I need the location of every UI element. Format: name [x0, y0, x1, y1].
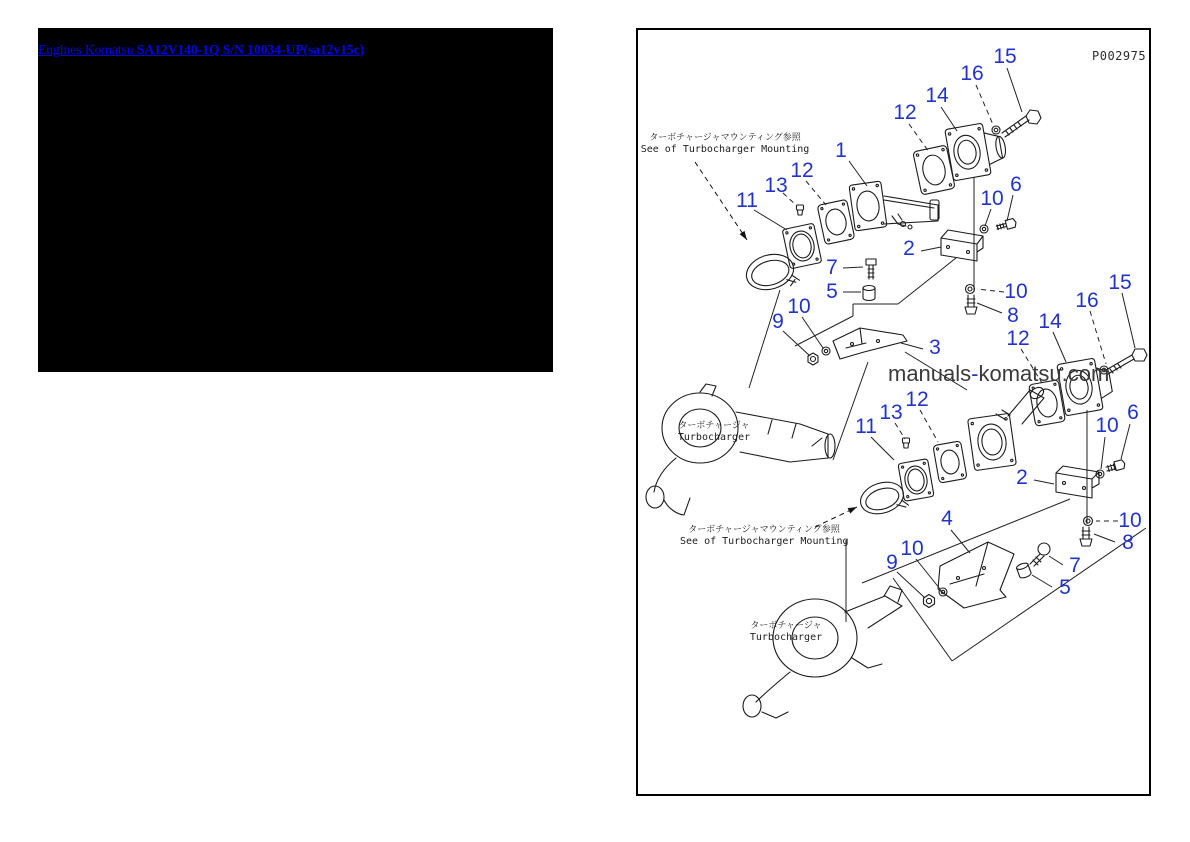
- callout-13[interactable]: 13: [879, 401, 903, 424]
- leader-line: [985, 209, 991, 226]
- leader-line: [951, 530, 970, 553]
- callout-12[interactable]: 12: [905, 388, 929, 411]
- leader-line: [833, 362, 868, 460]
- callout-9[interactable]: 9: [886, 551, 898, 574]
- leader-line: [1007, 68, 1022, 112]
- leader-line: [977, 303, 1002, 313]
- callout-10[interactable]: 10: [1004, 280, 1028, 303]
- callout-8[interactable]: 8: [1122, 531, 1134, 554]
- part-washer-10-a: [980, 225, 988, 233]
- note-turbocharger-upper: [674, 420, 754, 444]
- part-washer-10-b: [966, 285, 975, 294]
- part-plug-13-lower: [903, 438, 910, 448]
- leader-line: [783, 331, 810, 356]
- part-flange-11-upper: [782, 223, 822, 269]
- leader-line: [749, 290, 780, 388]
- note-jp: ターボチャージャ: [678, 421, 750, 431]
- leader-line: [802, 317, 823, 348]
- leader-line: [1090, 311, 1106, 364]
- note-en: Turbocharger: [677, 432, 751, 443]
- leader-line: [871, 437, 894, 460]
- part-bolt-8-upper: [965, 295, 977, 314]
- part-bolt-15-upper: [1002, 110, 1041, 137]
- leader-line: [901, 343, 923, 349]
- callout-2[interactable]: 2: [1016, 466, 1028, 489]
- leader-line: [952, 528, 1146, 661]
- part-turbocharger-lower: [743, 586, 902, 718]
- leader-line: [843, 267, 863, 268]
- part-gasket-12-left: [817, 199, 855, 244]
- part-gasket-12-lower-left: [933, 441, 967, 483]
- callout-14[interactable]: 14: [925, 84, 949, 107]
- leader-line: [921, 247, 941, 251]
- callout-3[interactable]: 3: [929, 336, 941, 359]
- leader-line: [977, 289, 1004, 292]
- figure-code: P002975: [1092, 49, 1147, 63]
- leader-line: [1032, 575, 1052, 587]
- catalog-link-model: SA12V140-1Q S/N 10034-UP(sa12v15c): [137, 42, 365, 57]
- callout-5[interactable]: 5: [1059, 576, 1071, 599]
- note-en: See of Turbocharger Mounting: [640, 144, 810, 155]
- leader-line: [909, 124, 929, 152]
- leader-line: [795, 316, 853, 346]
- part-bracket-4: [938, 542, 1014, 608]
- callout-11[interactable]: 11: [855, 415, 877, 438]
- leader-line: [1007, 195, 1013, 221]
- leader-line: [941, 107, 957, 131]
- callout-15[interactable]: 15: [993, 45, 1017, 68]
- callout-8[interactable]: 8: [1007, 304, 1019, 327]
- watermark: [888, 361, 1109, 387]
- callout-4[interactable]: 4: [941, 507, 953, 530]
- part-bolt-7-lower: [1030, 543, 1050, 566]
- part-elbow-lower: [968, 385, 1046, 470]
- leader-line: [849, 161, 867, 186]
- callout-10[interactable]: 10: [980, 187, 1004, 210]
- leader-line: [916, 559, 940, 589]
- leader-line: [1101, 437, 1105, 469]
- callout-1[interactable]: 1: [835, 139, 847, 162]
- note-turbocharger-mounting-bottom: [680, 524, 848, 548]
- callout-15[interactable]: 15: [1108, 271, 1132, 294]
- leader-line: [976, 85, 994, 127]
- part-bolt-7-upper: [866, 259, 876, 279]
- note-arrows: [695, 162, 857, 527]
- part-nut-9-upper: [808, 353, 818, 365]
- watermark-part1: manuals: [888, 361, 972, 386]
- part-bolt-6-upper: [995, 218, 1017, 232]
- part-bolt-6-lower: [1105, 459, 1126, 473]
- callout-16[interactable]: 16: [1075, 289, 1099, 312]
- note-turbocharger-lower: [745, 620, 827, 644]
- leader-line: [1053, 332, 1066, 362]
- leader-line: [1049, 556, 1063, 565]
- leader-line: [754, 210, 787, 230]
- callout-14[interactable]: 14: [1038, 310, 1062, 333]
- callout-5[interactable]: 5: [826, 280, 838, 303]
- callout-10[interactable]: 10: [787, 295, 811, 318]
- part-bolt-15-lower: [1106, 349, 1147, 374]
- leader-line: [898, 258, 956, 304]
- part-sleeve-5-lower: [1016, 562, 1032, 579]
- callout-12[interactable]: 12: [1006, 327, 1030, 350]
- part-bolt-8-lower: [1080, 527, 1092, 546]
- catalog-title-link[interactable]: [38, 42, 364, 58]
- part-turbocharger-upper: [646, 384, 835, 515]
- part-elbow-1: [849, 181, 939, 231]
- part-bracket-3: [833, 328, 907, 359]
- part-sleeve-5-upper: [863, 286, 875, 301]
- callout-10[interactable]: 10: [1118, 509, 1142, 532]
- callout-16[interactable]: 16: [960, 62, 984, 85]
- note-en: See of Turbocharger Mounting: [680, 536, 849, 547]
- part-washer-10-e: [1084, 517, 1093, 526]
- callout-13[interactable]: 13: [764, 174, 788, 197]
- callout-2[interactable]: 2: [903, 237, 915, 260]
- callout-11[interactable]: 11: [736, 189, 758, 212]
- callout-7[interactable]: 7: [1069, 554, 1081, 577]
- note-jp: ターボチャージャマウンティング参照: [649, 133, 801, 143]
- watermark-part2: komatsu.com: [978, 361, 1110, 386]
- part-nut-9-lower: [924, 595, 935, 608]
- part-washer-16-upper: [992, 126, 1000, 134]
- callout-10[interactable]: 10: [900, 537, 924, 560]
- callout-10[interactable]: 10: [1095, 414, 1119, 437]
- leader-line: [1094, 534, 1115, 542]
- part-plug-13-upper: [797, 205, 804, 215]
- note-en: Turbocharger: [749, 632, 823, 643]
- callout-12[interactable]: 12: [790, 159, 814, 182]
- leader-line: [806, 181, 826, 205]
- callout-9[interactable]: 9: [772, 310, 784, 333]
- leader-line: [895, 423, 905, 439]
- note-jp: ターボチャージャ: [750, 621, 822, 631]
- watermark-dash: -: [971, 361, 979, 386]
- note-turbocharger-mounting-top: [636, 132, 814, 156]
- leader-line: [1034, 480, 1054, 484]
- note-jp: ターボチャージャマウンティング参照: [688, 525, 840, 535]
- part-bracket-2-upper: [941, 230, 983, 261]
- part-washer-10-c: [822, 347, 830, 355]
- part-bracket-2-lower: [1056, 466, 1099, 498]
- callout-7[interactable]: 7: [826, 256, 838, 279]
- callout-6[interactable]: 6: [1127, 401, 1139, 424]
- catalog-link-regular: Engines Komatsu: [38, 42, 137, 57]
- part-clamp-upper: [742, 248, 800, 296]
- leader-line: [1121, 424, 1130, 459]
- leader-line: [920, 410, 938, 442]
- callout-12[interactable]: 12: [893, 101, 917, 124]
- callout-6[interactable]: 6: [1010, 173, 1022, 196]
- leader-line: [1122, 293, 1135, 348]
